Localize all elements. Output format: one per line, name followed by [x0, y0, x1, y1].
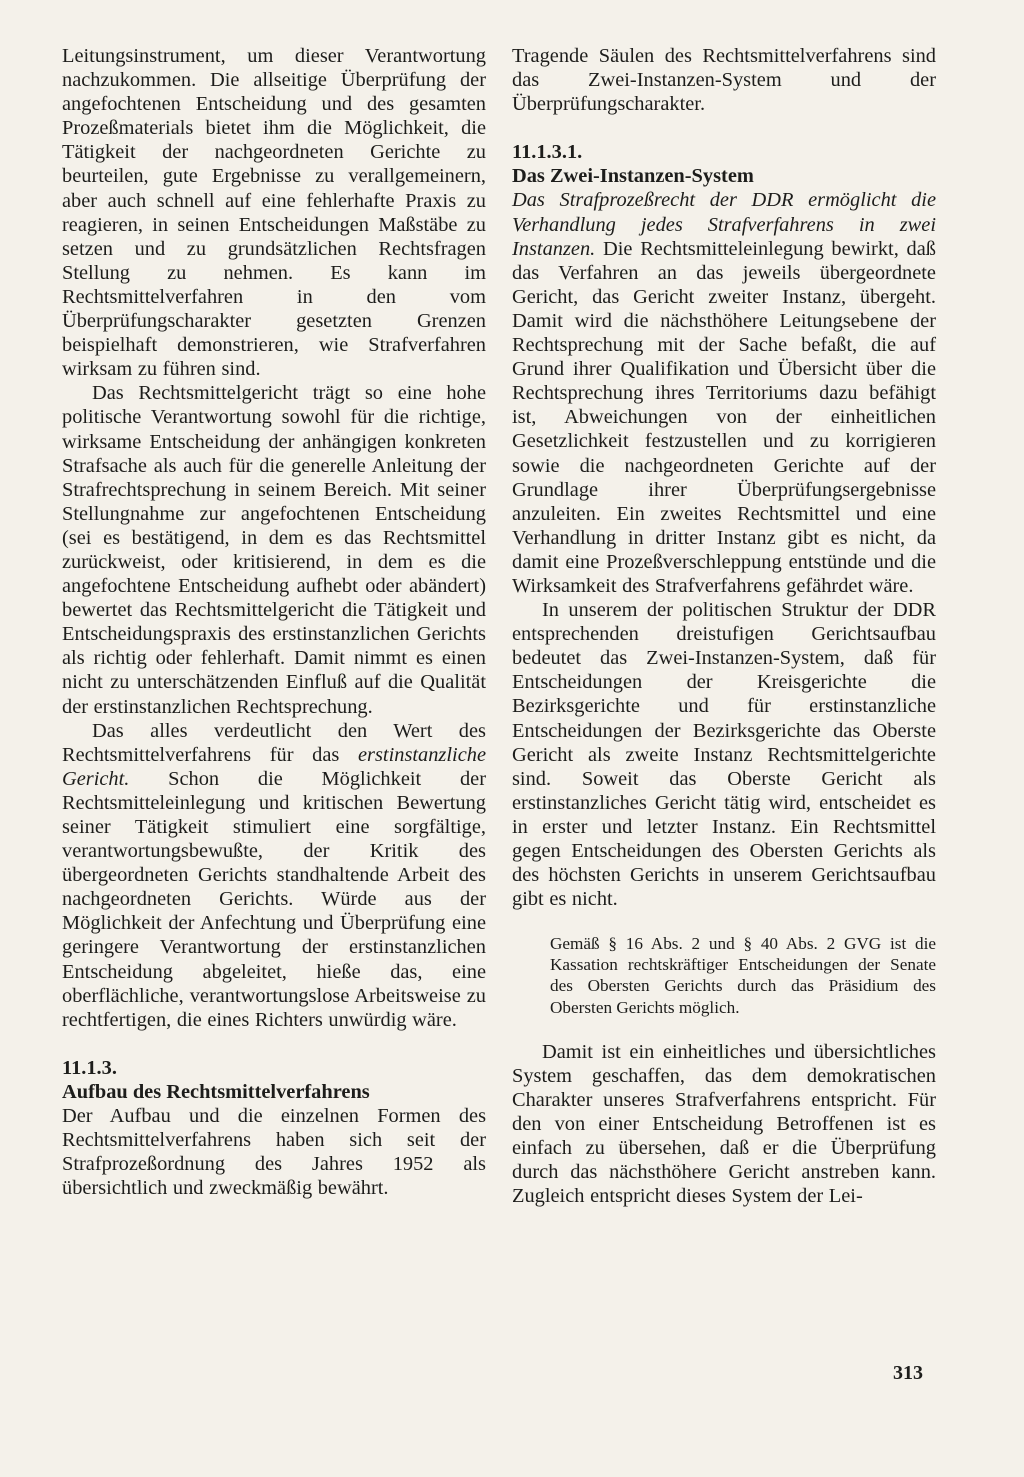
emphasis-text: Das Strafprozeßrecht der DDR ermöglicht die Verhandlung jedes Strafverfahrens in zwei Instanzen. [512, 189, 936, 260]
paragraph [62, 719, 486, 1032]
paragraph: Damit ist ein einheitliches und übersichtliches System geschaffen, das dem demokratischen Charakter unseres Strafverfahrens entspricht. Für den von einer Entscheidung Betroffenen ist es einfach zu übersehen, daß er die Überprüfung durch das nächsthöhere Gericht anstreben kann. Zugleich entspricht dieses System der Lei- [512, 1040, 936, 1208]
section-title: Das Zwei-Instanzen-System [512, 165, 754, 188]
spacer [512, 116, 936, 140]
paragraph: Tragende Säulen des Rechtsmittelverfahrens sind das Zwei-Instanzen-System und der Überprüfungscharakter. [512, 45, 936, 116]
section-number: 11.1.3. [62, 1056, 117, 1079]
paragraph-text: Die Rechtsmitteleinlegung bewirkt, daß das Verfahren an das jeweils übergeordnete Gericht, das Gericht zweiter Instanz, übergeht. Damit wird die nächsthöhere Leitungsebene der Rechtsprechung mit der Sache befaßt, die auf Grund ihrer Qualifikation und Übersicht über die Rechtsprechung ihres Territoriums dazu befähigt ist, Abweichungen von der einheitlichen Gesetzlichkeit festzustellen und zu korrigieren sowie die nachgeordneten Gerichte auf der Grundlage ihrer Überprüfungsergebnisse anzuleiten. Ein zweites Rechtsmittel und eine Verhandlung in dritter Instanz gibt es nicht, da damit eine Prozeßverschleppung entstünde und die Wirksamkeit des Strafverfahrens gefährdet wäre. [512, 237, 936, 597]
footnote-block: Gemäß § 16 Abs. 2 und § 40 Abs. 2 GVG ist die Kassation rechtskräftiger Entscheidungen der Senate des Obersten Gerichts durch das Präsidium des Obersten Gerichts möglich. [550, 934, 936, 1017]
spacer [62, 1032, 486, 1056]
section-title: Aufbau des Rechtsmittelverfahrens [62, 1080, 370, 1103]
paragraph: In unserem der politischen Struktur der DDR entsprechenden dreistufigen Gerichtsaufbau bedeutet das Zwei-Instanzen-System, daß für Entscheidungen der Kreisgerichte die Bezirksgerichte und für erstinstanzliche Entscheidungen der Bezirksgerichte das Oberste Gericht als zweite Instanz Rechtsmittelgerichte sind. Soweit das Oberste Gericht als erstinstanzliches Gericht tätig wird, entscheidet es in erster und letzter Instanz. Ein Rechtsmittel gegen Entscheidungen des Obersten Gerichts als des höchsten Gerichts in unserem Gerichtsaufbau gibt es nicht. [512, 599, 936, 911]
right-column [512, 44, 936, 1208]
left-column [62, 44, 486, 1200]
paragraph-text: Schon die Möglichkeit der Rechtsmitteleinlegung und kritischen Bewertung seiner Tätigkeit stimuliert eine sorgfältige, verantwortungsbewußte, der Kritik des übergeordneten Gerichts standhaltende Arbeit des nachgeordneten Gerichts. Würde aus der Möglichkeit der Anfechtung und Überprüfung eine geringere Verantwortung der erstinstanzlichen Entscheidung abgeleitet, hieße das, eine oberflächliche, verantwortungslose Arbeitsweise zu rechtfertigen, die eines Richters unwürdig wäre. [62, 767, 486, 1031]
paragraph: Leitungsinstrument, um dieser Verantwortung nachzukommen. Die allseitige Überprüfung der angefochtenen Entscheidung und des gesamten Prozeßmaterials bietet ihm die Möglichkeit, die Tätigkeit der nachgeordneten Gerichte zu beurteilen, gute Ergebnisse zu verallgemeinern, aber auch schnell auf eine fehlerhafte Praxis zu reagieren, in seinen Entscheidungen Maßstäbe zu setzen und zu grundsätzlichen Rechtsfragen Stellung zu nehmen. Es kann im Rechtsmittelverfahren in den vom Überprüfungscharakter gesetzten Grenzen beispielhaft demonstrieren, wie Strafverfahren wirksam zu führen sind. [62, 45, 486, 381]
section-number: 11.1.3.1. [512, 141, 583, 164]
paragraph-text: Das alles verdeutlicht den Wert des Rechtsmittelverfahrens für das [62, 719, 486, 766]
paragraph [512, 188, 936, 598]
paragraph: Der Aufbau und die einzelnen Formen des Rechtsmittelverfahrens haben sich seit der Strafprozeßordnung des Jahres 1952 als übersichtlich und zweckmäßig bewährt. [62, 1105, 486, 1200]
page-number: 313 [893, 1362, 923, 1384]
emphasis-text: erstinstanzliche Gericht. [62, 743, 486, 790]
paragraph: Das Rechtsmittelgericht trägt so eine hohe politische Verantwortung sowohl für die richtige, wirksame Entscheidung der anhängigen konkreten Strafsache als auch für die generelle Anleitung der Strafrechtsprechung in seinem Bereich. Mit seiner Stellungnahme zur angefochtenen Entscheidung (sei es bestätigend, in dem es das Rechtsmittel zurückweist, oder kritisierend, in dem es die angefochtene Entscheidung aufhebt oder abändert) bewertet das Rechtsmittelgericht die Tätigkeit und Entscheidungspraxis des erstinstanzlichen Gerichts als richtig oder fehlerhaft. Damit nimmt es einen nicht zu unterschätzenden Einfluß auf die Qualität der erstinstanzlichen Rechtsprechung. [62, 382, 486, 718]
